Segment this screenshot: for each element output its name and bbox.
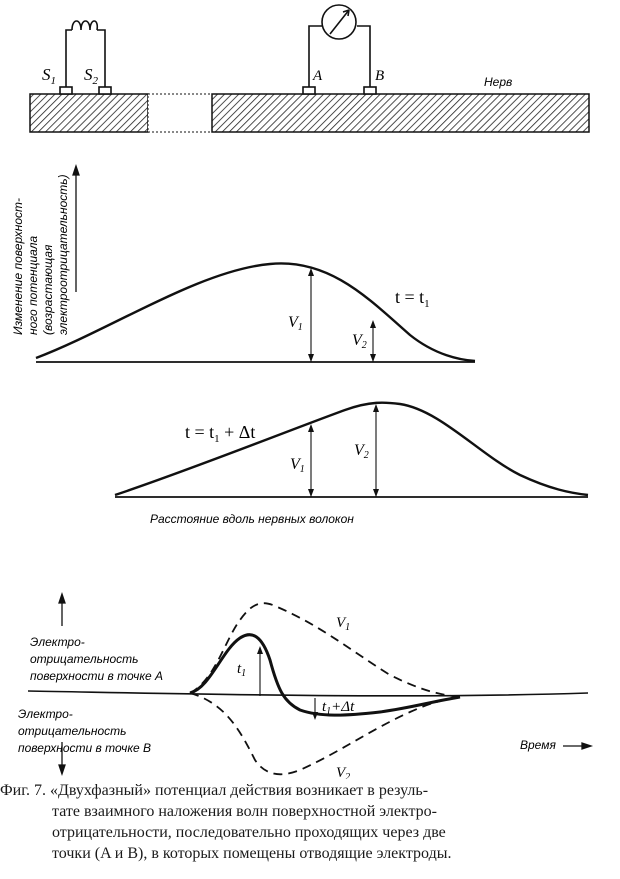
y-axis-label: Изменение поверхност- ного потенциала (возрастающая электроотрицательность) [11,174,70,335]
time-arrow-icon [563,743,591,749]
time-axis-label: Время [520,738,556,752]
electrode-s2-label: $S_2$ [84,65,98,87]
wave-curve-1 [36,263,475,361]
graph2-v2-label: V2 [354,442,369,461]
wave-curve-2 [115,403,588,495]
x-axis-label: Расстояние вдоль нервных волокон [150,512,354,526]
distribution-graphs [11,166,588,526]
figure-caption [0,780,610,864]
nerve-label: Нерв [484,75,513,89]
nerve-gap [148,94,212,132]
lower-label: Электро- отрицательность поверхности в точке B [18,707,151,755]
electrode-b-label: B [375,68,385,84]
nerve-segment-left [30,94,148,132]
nerve-segment-right [212,94,589,132]
up-arrow-icon [59,594,65,626]
graph-1 [36,263,475,362]
electrode-a-label: A [313,68,323,84]
graph1-time-label: $t = t_1$ [395,287,430,310]
graph1-v2-label: V2 [352,332,367,351]
y-axis-arrow-icon [73,166,79,292]
biphasic-v2-label: $V_2$ [336,765,351,779]
caption-line-1: Фиг. 7. «Двухфазный» потенциал действия возникает в резуль- [0,782,429,799]
baseline [28,691,588,696]
biphasic-t1dt-label: $t_1+\Delta t$ [322,699,355,717]
graph-2 [115,403,588,497]
electrode-s1-label: $S_1$ [42,65,56,87]
biphasic-graph [18,594,591,779]
biphasic-v1-label: $V_1$ [336,615,351,633]
caption-line-3: отрицательности, последовательно проходящих через две [52,824,446,841]
graph1-v1-label: V1 [288,314,303,333]
coil-icon [72,21,97,30]
caption-line-2: тате взаимного наложения волн поверхностной электро- [52,803,438,820]
nerve-diagram [30,5,589,132]
upper-label: Электро- отрицательность поверхности в точке A [30,635,163,683]
wave-v1-dashed [190,603,460,697]
graph2-time-label: $t = t_1 + \Delta t$ [185,422,256,445]
caption-line-4: точки (A и B), в которых помещены отводящие электроды. [52,845,452,862]
graph2-v1-label: V1 [290,456,305,475]
biphasic-t1-label: $t_1$ [237,661,247,679]
